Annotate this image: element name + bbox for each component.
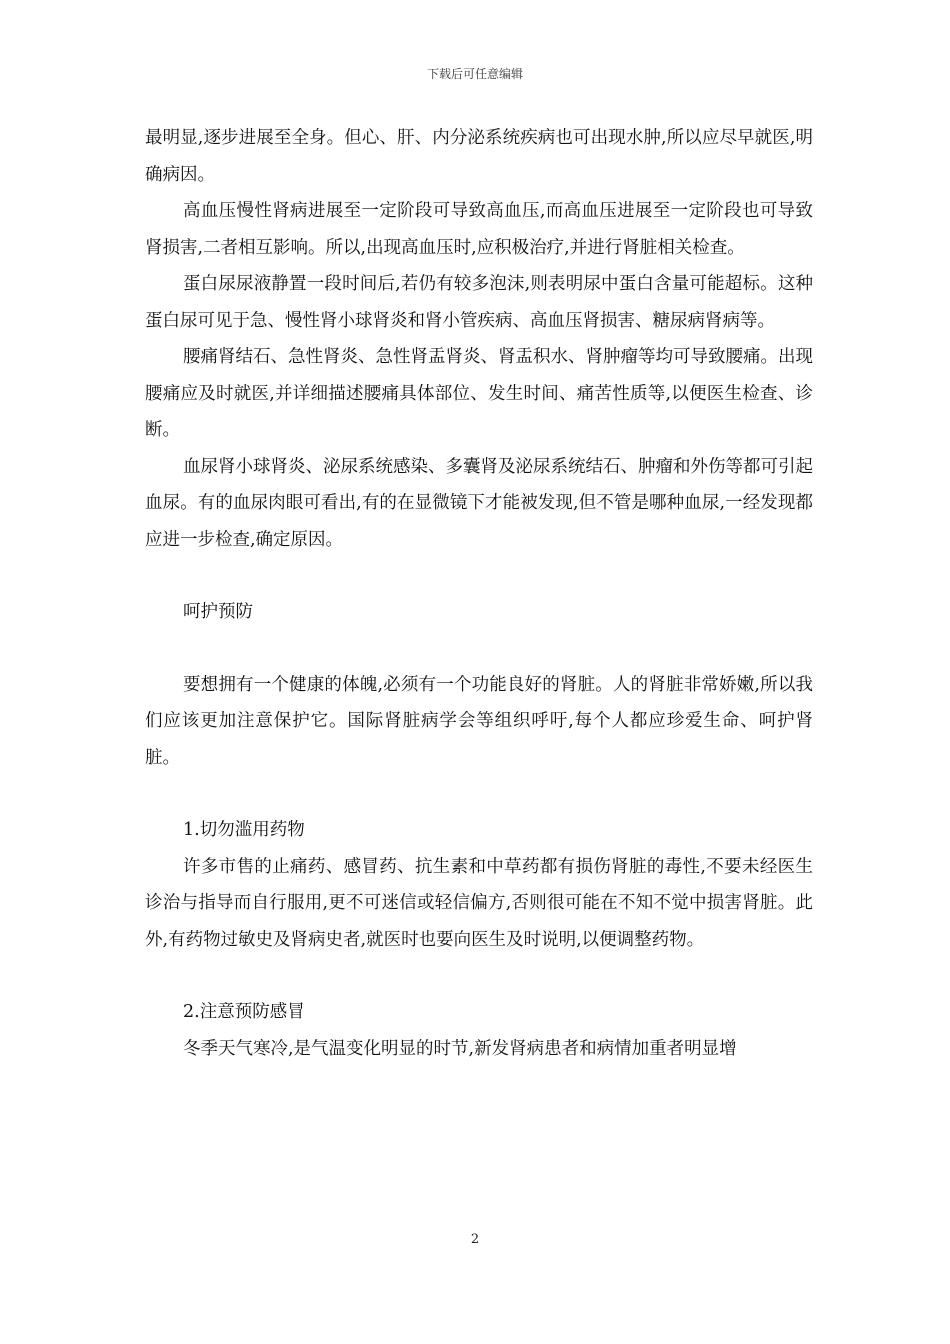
paragraph-prevention-intro: 要想拥有一个健康的体魄,必须有一个功能良好的肾脏。人的肾脏非常娇嫩,所以我们应该更加注意保护它。国际肾脏病学会等组织呼吁,每个人都应珍爱生命、呵护肾脏。 [145, 674, 813, 768]
item-heading-medication: 1.切勿滥用药物 [183, 820, 305, 840]
blank-line [145, 958, 813, 994]
blank-line [145, 558, 813, 594]
document-body [145, 120, 813, 1067]
paragraph-edema: 最明显,逐步进展至全身。但心、肝、内分泌系统疾病也可出现水肿,所以应尽早就医,明确病因。 [145, 128, 813, 185]
paragraph-medication: 许多市售的止痛药、感冒药、抗生素和中草药都有损伤肾脏的毒性,不要未经医生诊治与指导而自行服用,更不可迷信或轻信偏方,否则很可能在不知不觉中损害肾脏。此外,有药物过敏史及肾病史者,就医时也要向医生及时说明,以便调整药物。 [145, 856, 813, 950]
paragraph-cold-prevention: 冬季天气寒冷,是气温变化明显的时节,新发肾病患者和病情加重者明显增 [183, 1038, 737, 1059]
paragraph-back-pain: 腰痛肾结石、急性肾炎、急性肾盂肾炎、肾盂积水、肾肿瘤等均可导致腰痛。出现腰痛应及时就医,并详细描述腰痛具体部位、发生时间、痛苦性质等,以便医生检查、诊断。 [145, 347, 813, 440]
paragraph-hypertension: 高血压慢性肾病进展至一定阶段可导致高血压,而高血压进展至一定阶段也可导致肾损害,二者相互影响。所以,出现高血压时,应积极治疗,并进行肾脏相关检查。 [145, 201, 813, 258]
item-heading-cold-prevention: 2.注意预防感冒 [183, 1002, 305, 1022]
paragraph-proteinuria: 蛋白尿尿液静置一段时间后,若仍有较多泡沫,则表明尿中蛋白含量可能超标。这种蛋白尿可见于急、慢性肾小球肾炎和肾小管疾病、高血压肾损害、糖尿病肾病等。 [145, 274, 813, 331]
header-note: 下载后可任意编辑 [426, 67, 523, 81]
blank-line [145, 776, 813, 812]
blank-line [145, 631, 813, 667]
page-number: 2 [470, 1232, 480, 1247]
paragraph-hematuria: 血尿肾小球肾炎、泌尿系统感染、多囊肾及泌尿系统结石、肿瘤和外伤等都可引起血尿。有的血尿肉眼可看出,有的在显微镜下才能被发现,但不管是哪种血尿,一经发现都应进一步检查,确定原因。 [145, 456, 813, 550]
section-heading-prevention: 呵护预防 [183, 602, 253, 622]
